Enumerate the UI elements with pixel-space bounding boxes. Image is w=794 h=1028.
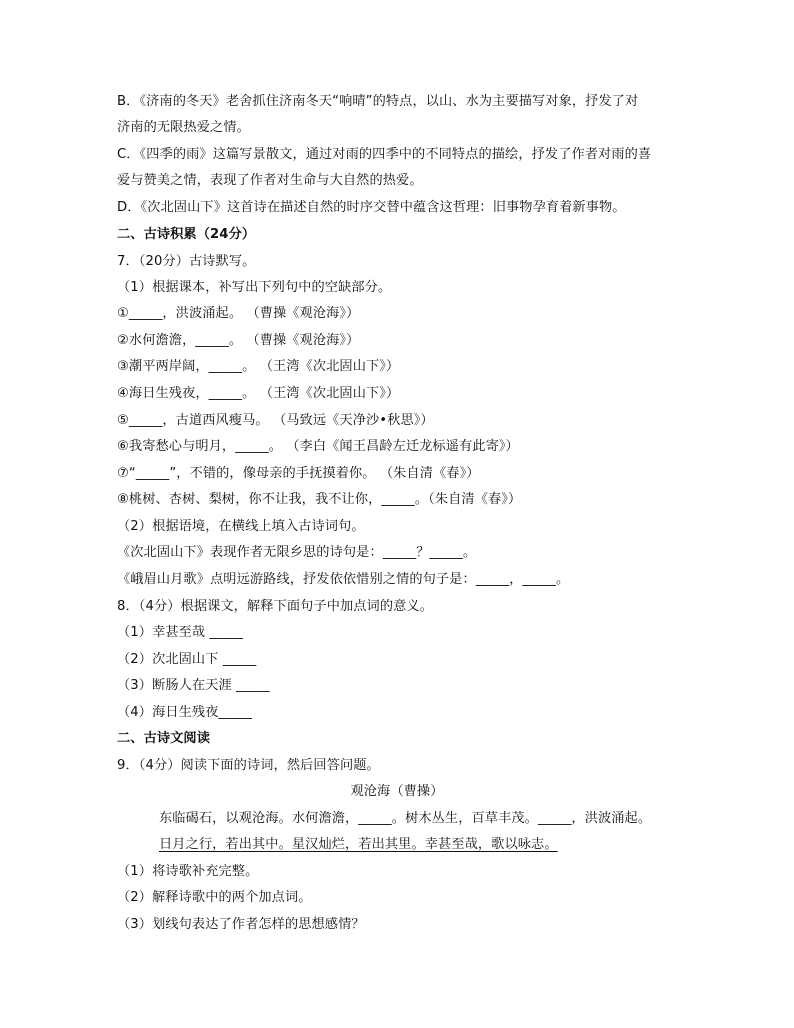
- dictation-item-6: ⑥我寄愁心与明月，_____。 （李白《闻王昌龄左迁龙标遥有此寄》）: [117, 439, 519, 454]
- question-8-item-1: （1）幸甚至哉 _____: [117, 625, 243, 640]
- dictation-item-8: ⑧桃树、杏树、梨树，你不让我，我不让你，_____。（朱自清《春》）: [117, 492, 522, 507]
- question-7-part-1: （1）根据课本，补写出下列句中的空缺部分。: [117, 280, 392, 295]
- question-8-item-4: （4）海日生残夜_____: [117, 705, 252, 720]
- option-b-line-1: B．《济南的冬天》老舍抓住济南冬天“响晴”的特点，以山、水为主要描写对象，抒发了对: [117, 94, 639, 109]
- dictation-item-4: ④海日生残夜，_____。 （王湾《次北固山下》）: [117, 386, 400, 401]
- option-c-line-1: C．《四季的雨》这篇写景散文，通过对雨的四季中的不同特点的描绘，抒发了作者对雨的喜: [117, 147, 652, 162]
- question-8-title: 8．（4分）根据课文，解释下面句子中加点词的意义。: [117, 599, 433, 614]
- poem-line-1: 东临碣石，以观沧海。水何澹澹，_____。树木丛生，百草丰茂。_____，洪波涌起。: [159, 811, 652, 826]
- section-heading-poetry-accumulation: 二、古诗积累（24分）: [117, 227, 256, 242]
- dictation-item-1: ①_____，洪波涌起。 （曹操《观沧海》）: [117, 306, 360, 321]
- question-7-part-2: （2）根据语境，在横线上填入古诗词句。: [117, 519, 365, 534]
- question-9-title: 9．（4分）阅读下面的诗词，然后回答问题。: [117, 758, 380, 773]
- poem-title: 观沧海（曹操）: [350, 784, 444, 799]
- context-item-1: 《次北固山下》表现作者无限乡思的诗句是：_____？_____。: [117, 545, 477, 560]
- dictation-item-3: ③潮平两岸阔，_____。 （王湾《次北固山下》）: [117, 359, 400, 374]
- dictation-item-2: ②水何澹澹，_____。 （曹操《观沧海》）: [117, 333, 360, 348]
- question-9-item-1: （1）将诗歌补充完整。: [117, 864, 259, 879]
- question-8-item-2: （2）次北固山下 _____: [117, 652, 257, 667]
- dictation-item-7: ⑦“_____”，不错的，像母亲的手抚摸着你。 （朱自清《春》）: [117, 466, 480, 481]
- question-9-item-3: （3）划线句表达了作者怎样的思想感情？: [117, 917, 365, 932]
- option-d-line: D．《次北固山下》这首诗在描述自然的时序交替中蕴含这哲理：旧事物孕育着新事物。: [117, 200, 626, 215]
- option-b-line-2: 济南的无限热爱之情。: [117, 120, 250, 135]
- option-c-line-2: 爱与赞美之情，表现了作者对生命与大自然的热爱。: [117, 173, 423, 188]
- question-9-item-2: （2）解释诗歌中的两个加点词。: [117, 890, 312, 905]
- section-heading-poetry-reading: 二、古诗文阅读: [117, 731, 211, 746]
- question-8-item-3: （3）断肠人在天涯 _____: [117, 678, 270, 693]
- poem-line-2-underlined: 日月之行，若出其中。星汉灿烂，若出其里。幸甚至哉，歌以咏志。: [159, 837, 558, 852]
- context-item-2: 《峨眉山月歌》点明远游路线，抒发依依惜别之情的句子是：_____，_____。: [117, 572, 570, 587]
- dictation-item-5: ⑤_____，古道西风瘦马。 （马致远《天净沙•秋思》）: [117, 413, 434, 428]
- question-7-title: 7．（20分）古诗默写。: [117, 254, 256, 269]
